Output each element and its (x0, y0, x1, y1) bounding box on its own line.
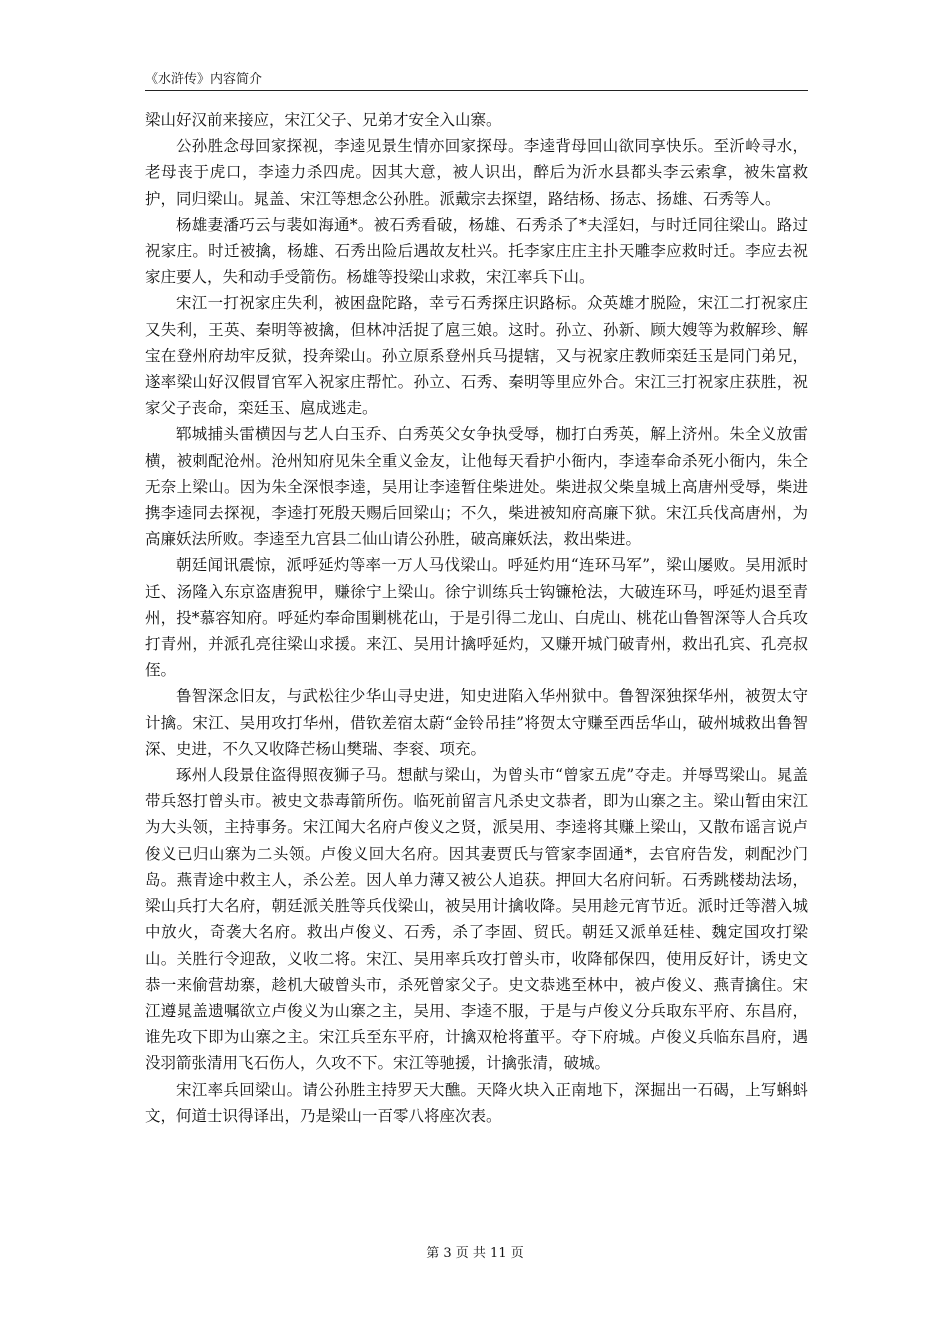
page-header (145, 72, 808, 91)
paragraph: 鲁智深念旧友，与武松往少华山寻史进，知史进陷入华州狱中。鲁智深独探华州，被贺太守计擒。宋江、吴用攻打华州，借钦差宿太蔚“金铃吊挂”将贺太守赚至西岳华山，破州城救出鲁智深、史进，不久又收降芒杨山樊瑞、李衮、项充。 (145, 687, 808, 758)
paragraph: 琢州人段景住盗得照夜狮子马。想献与梁山，为曾头市“曾家五虎”夺走。并辱骂梁山。晁盖带兵怒打曾头市。被史文恭毒箭所伤。临死前留言凡杀史文恭者，即为山寨之主。梁山暂由宋江为大头领，主持事务。宋江闻大名府卢俊义之贤，派吴用、李逵将其赚上梁山，又散布谣言说卢俊义已归山寨为二头领。卢俊义回大名府。因其妻贾氏与管家李固通*，去官府告发，刺配沙门岛。燕青途中救主人，杀公差。因人单力薄又被公人追获。押回大名府问斩。石秀跳楼劫法场，梁山兵打大名府，朝廷派关胜等兵伐梁山，被吴用计擒收降。吴用趁元宵节近。派时迁等潜入城中放火，奇袭大名府。救出卢俊义、石秀，杀了李固、贸氏。朝廷又派单廷桂、魏定国攻打梁山。关胜行令迎敌，义收二将。宋江、吴用率兵攻打曾头市，收降郁保四，使用反好计，诱史文恭一来偷营劫寨，趁机大破曾头市，杀死曾家父子。史文恭逃至林中，被卢俊义、燕青擒住。宋江遵晁盖遗嘱欲立卢俊义为山寨之主，吴用、李逵不服，于是与卢俊义分兵取东平府、东昌府，谁先攻下即为山寨之主。宋江兵至东平府，计擒双枪将董平。夺下府城。卢俊义兵临东昌府，遇没羽箭张清用飞石伤人，久攻不下。宋江等驰援，计擒张清，破城。 (145, 766, 808, 1073)
paragraph: 公孙胜念母回家探视，李逵见景生情亦回家探母。李逵背母回山欲同享快乐。至沂岭寻水，老母丧于虎口，李逵力杀四虎。因其大意，被人识出，醉后为沂水县都头李云索拿，被朱富救护，同归梁山。晁盖、宋江等想念公孙胜。派戴宗去探望，路结杨、扬志、扬雄、石秀等人。 (145, 137, 808, 208)
paragraph: 杨雄妻潘巧云与裴如海通*。被石秀看破，杨雄、石秀杀了*夫淫妇，与时迁同往梁山。路过祝家庄。时迁被擒，杨雄、石秀出险后遇故友杜兴。托李家庄庄主扑天雕李应救时迁。李应去祝家庄要人，失和动手受箭伤。杨雄等投梁山求救，宋江率兵下山。 (145, 215, 808, 287)
paragraph: 宋江率兵回梁山。请公孙胜主持罗天大醮。天降火块入正南地下，深掘出一石碣，上写蝌蚪文，何道士识得译出，乃是梁山一百零八将座次表。 (145, 1080, 808, 1125)
header-title: 《水浒传》内容简介 (145, 72, 263, 87)
page-number: 第 3 页 共 11 页 (426, 1246, 524, 1261)
paragraph: 梁山好汉前来接应，宋江父子、兄弟才安全入山寨。 (145, 111, 502, 129)
document-body (145, 107, 808, 1129)
paragraph: 朝廷闻讯震惊，派呼延灼等率一万人马伐梁山。呼延灼用“连环马军”，梁山屡败。吴用派时迁、汤隆入东京盗唐猊甲，赚徐宁上梁山。徐宁训练兵士钩镰枪法，大破连环马，呼延灼退至青州，投*慕容知府。呼延灼奉命围剿桃花山，于是引得二龙山、白虎山、桃花山鲁智深等人合兵攻打青州，并派孔亮往梁山求援。来江、吴用计擒呼延灼，又赚开城门破青州，救出孔宾、孔亮叔侄。 (145, 556, 808, 680)
paragraph: 宋江一打祝家庄失利，被困盘陀路，幸亏石秀探庄识路标。众英雄才脱险，宋江二打祝家庄又失利，王英、秦明等被擒，但林冲活捉了扈三娘。这时。孙立、孙新、顾大嫂等为救解珍、解宝在登州府劫牢反狱，投奔梁山。孙立原系登州兵马提辖，又与祝家庄教师栾廷玉是同门弟兄，遂率梁山好汉假冒官军入祝家庄帮忙。孙立、石秀、秦明等里应外合。宋江三打祝家庄获胜，祝家父子丧命，栾廷玉、扈成逃走。 (145, 294, 808, 418)
paragraph: 郓城捕头雷横因与艺人白玉乔、白秀英父女争执受辱，枷打白秀英，解上济州。朱全义放雷横，被刺配沧州。沧州知府见朱全重义金友，让他每天看护小衙内，李逵奉命杀死小衙内，朱仝无奈上梁山。因为朱全深恨李逵，吴用让李逵暂住柴进处。柴进叔父柴皇城上高唐州受辱，柴进携李逵同去探视，李逵打死殷天赐后回梁山；不久，柴进被知府高廉下狱。宋江兵伐高唐州，为高廉妖法所败。李逵至九宫县二仙山请公孙胜，破高廉妖法，救出柴进。 (145, 425, 808, 549)
page-footer (0, 1246, 950, 1262)
